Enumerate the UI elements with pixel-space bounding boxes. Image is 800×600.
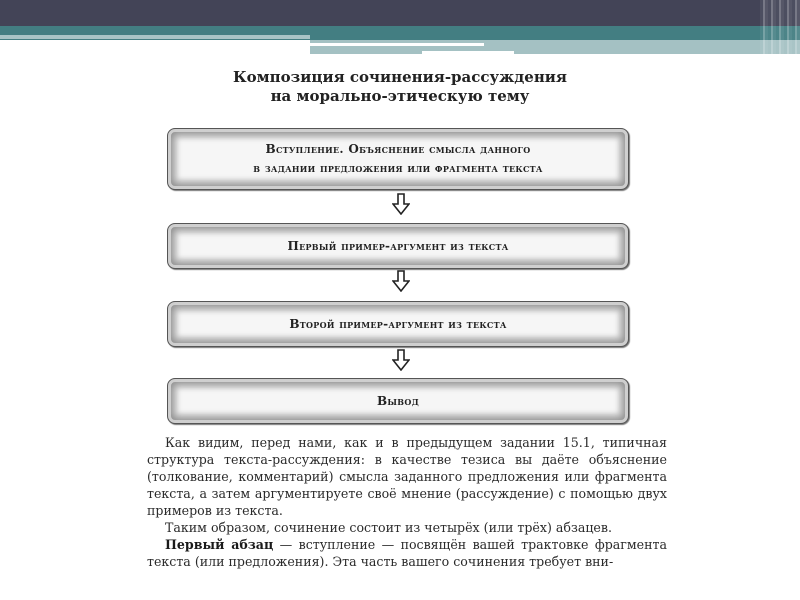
step-second-argument [167,301,629,347]
title-line-2: на морально-этическую тему [270,87,530,105]
paragraph-3-rest: — вступление — посвящён вашей трактовке фрагмента текста (или предложения). Эта часть вашего сочинения требует вни- [147,537,667,569]
explanation-text [147,434,667,570]
step-label: Вывод [376,393,420,408]
accent-line [310,43,484,46]
down-arrow-icon [392,349,410,371]
step-introduction [167,128,629,190]
paragraph-1: Как видим, перед нами, как и в предыдущем задании 15.1, типичная структура текста-рассуждения: в качестве тезиса вы даёте объяснение (толкование, комментарий) смысла заданного предложения или фрагмента текста, а затем аргументируете своё мнение (рассуждение) с помощью двух примеров из текста. [147,435,667,518]
step-first-argument [167,223,629,269]
decorative-stripes [760,0,800,55]
accent-block [422,51,514,55]
paragraph-3 [147,536,667,570]
down-arrow-icon [392,270,410,292]
paragraph-3-bold: Первый абзац [165,537,274,552]
step-conclusion [167,378,629,424]
title-line-1: Композиция сочинения-рассуждения [233,68,567,86]
top-bar [0,0,800,26]
step-label: в задании предложения или фрагмента текста [253,161,543,175]
paragraph-2: Таким образом, сочинение состоит из четырёх (или трёх) абзацев. [165,520,612,535]
diagram-title [20,68,780,106]
down-arrow-icon [392,193,410,215]
step-label: Вступление. Объяснение смысла данного [265,142,531,156]
step-label: Первый пример-аргумент из текста [287,238,509,253]
teal-band-highlight [0,35,310,39]
step-label: Второй пример-аргумент из текста [289,316,507,331]
scanned-page [20,56,780,600]
